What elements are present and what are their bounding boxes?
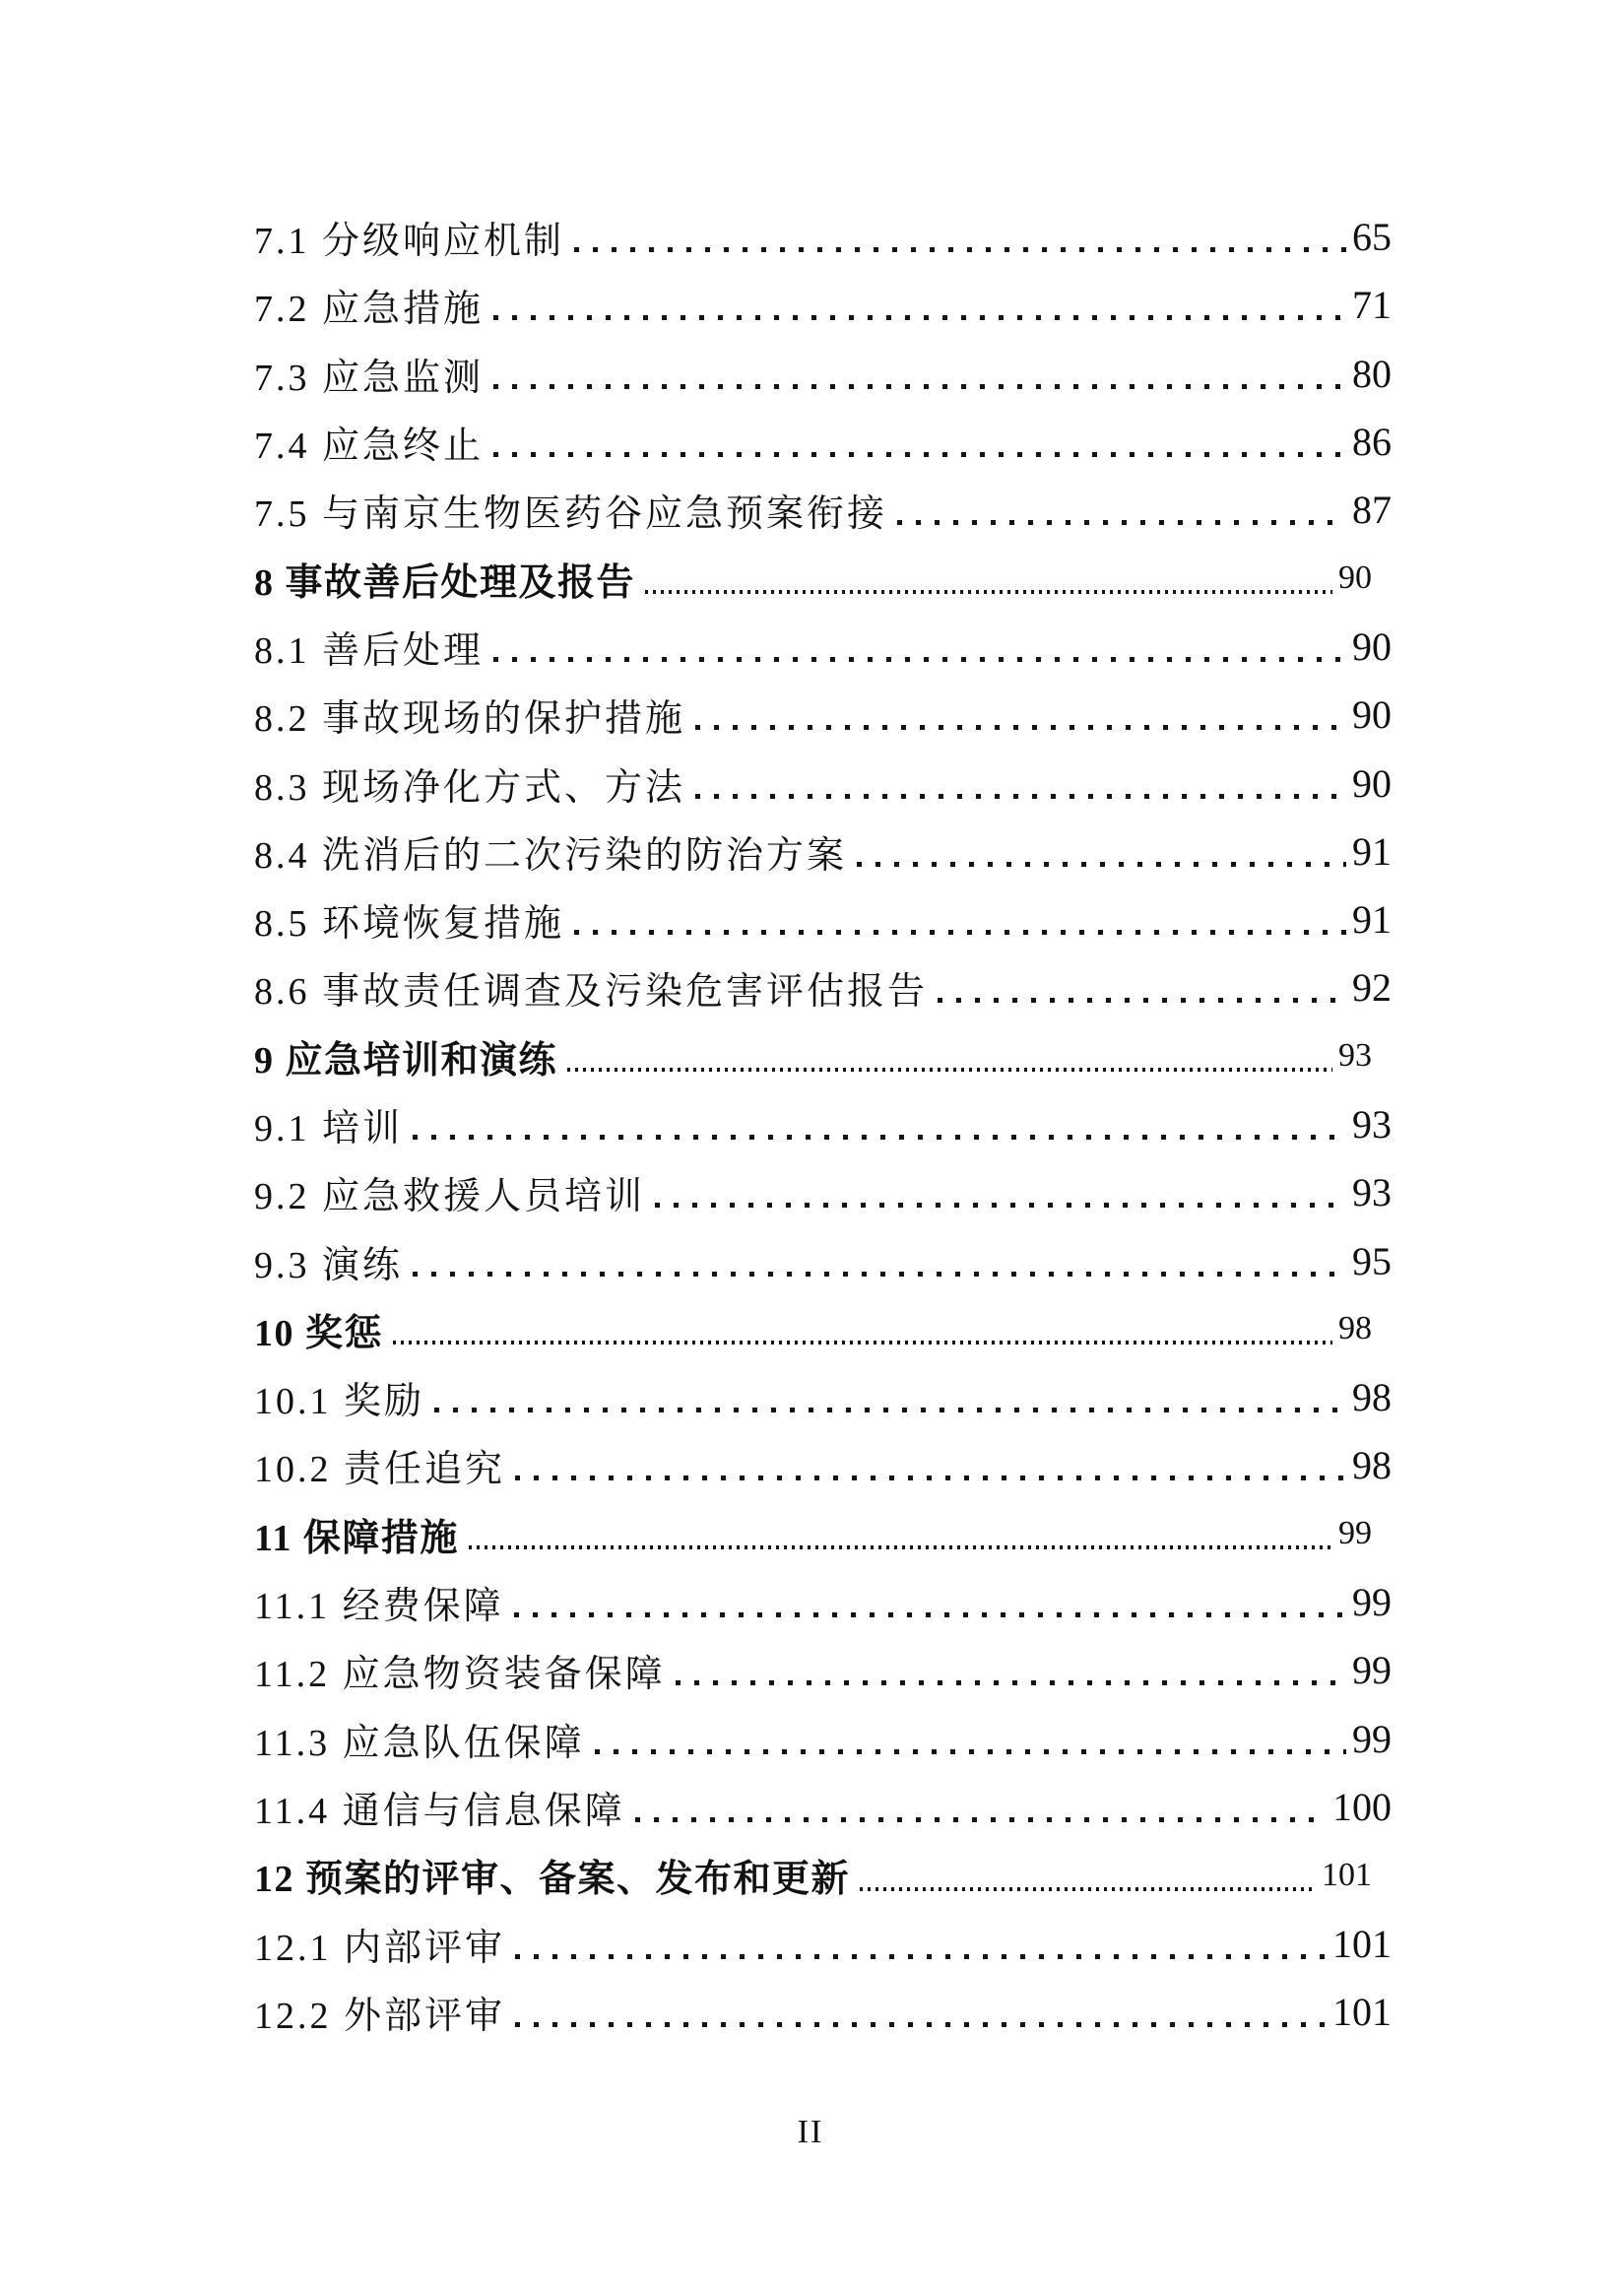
toc-entry-page-number: 90	[1352, 692, 1392, 738]
toc-entry	[254, 886, 1392, 953]
toc-entry-title: 9.2 应急救援人员培训	[254, 1176, 646, 1218]
toc-entry	[254, 271, 1392, 339]
toc-dot-leader	[493, 452, 1346, 457]
toc-entry	[254, 476, 1392, 544]
toc-dot-leader	[493, 315, 1346, 320]
toc-entry	[254, 1773, 1392, 1841]
toc-dot-leader	[413, 1272, 1346, 1277]
toc-entry-title: 9.1 培训	[254, 1108, 404, 1149]
toc-entry	[254, 1500, 1392, 1568]
toc-dot-leader	[645, 590, 1332, 594]
toc-entry-title: 11.1 经费保障	[254, 1586, 504, 1628]
toc-entry-page-number: 95	[1352, 1238, 1392, 1283]
toc-entry-page-number: 98	[1352, 1443, 1392, 1488]
toc-dot-leader	[515, 1954, 1327, 1959]
toc-entry-page-number: 90	[1338, 559, 1372, 597]
toc-entry-title: 12 预案的评审、备案、发布和更新	[254, 1859, 851, 1901]
toc-entry-page-number: 91	[1352, 897, 1392, 943]
toc-entry-page-number: 101	[1322, 1856, 1372, 1893]
toc-entry-title: 10.2 责任追究	[254, 1449, 506, 1491]
toc-entry-page-number: 91	[1352, 828, 1392, 874]
toc-dot-leader	[655, 1203, 1346, 1208]
toc-entry-page-number: 98	[1338, 1310, 1372, 1347]
toc-entry	[254, 818, 1392, 886]
toc-entry	[254, 1909, 1392, 1977]
toc-entry-title: 9 应急培训和演练	[254, 1039, 558, 1082]
toc-entry-title: 11.3 应急队伍保障	[254, 1722, 585, 1764]
toc-entry-title: 8.5 环境恢复措施	[254, 903, 565, 946]
toc-dot-leader	[469, 1545, 1332, 1549]
toc-entry-page-number: 90	[1352, 623, 1392, 669]
toc-entry-title: 8.3 现场净化方式、方法	[254, 766, 686, 809]
toc-dot-leader	[857, 862, 1346, 867]
toc-entry-title: 12.2 外部评审	[254, 1995, 506, 2037]
toc-dot-leader	[393, 1341, 1332, 1345]
toc-entry	[254, 408, 1392, 476]
toc-entry-page-number: 92	[1352, 965, 1392, 1011]
toc-entry-title: 8 事故善后处理及报告	[254, 561, 636, 604]
toc-entry	[254, 1431, 1392, 1499]
toc-entry-title: 8.1 善后处理	[254, 629, 485, 672]
toc-entry-title: 7.3 应急监测	[254, 357, 485, 399]
toc-dot-leader	[493, 384, 1346, 389]
toc-entry-page-number: 86	[1352, 420, 1392, 465]
toc-entry	[254, 1022, 1392, 1090]
toc-entry-page-number: 93	[1352, 1170, 1392, 1215]
toc-dot-leader	[413, 1135, 1346, 1140]
toc-entry	[254, 340, 1392, 408]
toc-entry-page-number: 101	[1332, 1921, 1392, 1966]
toc-entry-title: 11.2 应急物资装备保障	[254, 1654, 666, 1696]
toc-entry-page-number: 99	[1352, 1716, 1392, 1761]
toc-dot-leader	[574, 247, 1346, 252]
toc-entry	[254, 544, 1392, 612]
toc-entry	[254, 1090, 1392, 1158]
toc-entry-title: 8.6 事故责任调查及污染危害评估报告	[254, 971, 929, 1014]
toc-entry-page-number: 99	[1352, 1648, 1392, 1693]
toc-entry-page-number: 99	[1338, 1515, 1372, 1552]
toc-entry-title: 7.2 应急措施	[254, 289, 485, 331]
toc-dot-leader	[515, 2022, 1327, 2027]
toc-entry-title: 8.2 事故现场的保护措施	[254, 698, 686, 741]
toc-entry	[254, 613, 1392, 681]
toc-entry-page-number: 93	[1338, 1037, 1372, 1075]
toc-entry-page-number: 98	[1352, 1375, 1392, 1420]
toc-entry	[254, 1841, 1392, 1909]
toc-entry-title: 10.1 奖励	[254, 1381, 425, 1423]
toc-entry-page-number: 99	[1352, 1580, 1392, 1625]
toc-list	[254, 203, 1392, 2046]
toc-entry-page-number: 93	[1352, 1102, 1392, 1147]
toc-entry-page-number: 71	[1352, 283, 1392, 328]
toc-dot-leader	[860, 1887, 1316, 1891]
toc-entry-title: 9.3 演练	[254, 1244, 404, 1286]
toc-entry	[254, 749, 1392, 817]
toc-entry	[254, 1978, 1392, 2046]
toc-dot-leader	[595, 1749, 1346, 1754]
toc-dot-leader	[938, 998, 1346, 1003]
toc-entry-page-number: 100	[1332, 1784, 1392, 1829]
page-number-footer: II	[797, 2114, 824, 2150]
toc-dot-leader	[897, 520, 1346, 525]
toc-entry-page-number: 80	[1352, 351, 1392, 396]
toc-entry-title: 11.4 通信与信息保障	[254, 1790, 625, 1832]
toc-entry	[254, 1363, 1392, 1431]
toc-entry-title: 8.4 洗消后的二次污染的防治方案	[254, 834, 848, 877]
toc-entry	[254, 1705, 1392, 1773]
toc-dot-leader	[695, 794, 1346, 799]
toc-dot-leader	[434, 1408, 1346, 1412]
toc-entry-page-number: 65	[1352, 215, 1392, 260]
toc-entry-title: 7.1 分级响应机制	[254, 221, 565, 263]
toc-entry	[254, 203, 1392, 271]
toc-entry-title: 7.4 应急终止	[254, 426, 485, 468]
toc-entry	[254, 681, 1392, 749]
toc-entry-title: 10 奖惩	[254, 1312, 384, 1354]
toc-entry-page-number: 87	[1352, 488, 1392, 533]
toc-entry-page-number: 90	[1352, 760, 1392, 806]
toc-entry	[254, 953, 1392, 1021]
toc-entry	[254, 1295, 1392, 1363]
toc-entry-title: 12.1 内部评审	[254, 1927, 506, 1969]
toc-entry-title: 7.5 与南京生物医药谷应急预案衔接	[254, 493, 888, 536]
toc-dot-leader	[514, 1612, 1346, 1617]
toc-dot-leader	[635, 1817, 1327, 1822]
toc-dot-leader	[515, 1476, 1346, 1480]
toc-dot-leader	[574, 930, 1346, 935]
toc-dot-leader	[695, 725, 1346, 730]
toc-entry-title: 11 保障措施	[254, 1517, 459, 1559]
toc-dot-leader	[493, 657, 1346, 662]
toc-entry	[254, 1158, 1392, 1226]
toc-entry	[254, 1636, 1392, 1704]
toc-entry	[254, 1226, 1392, 1294]
toc-dot-leader	[676, 1680, 1346, 1685]
toc-dot-leader	[567, 1068, 1332, 1072]
toc-entry	[254, 1568, 1392, 1636]
toc-entry-page-number: 101	[1332, 1989, 1392, 2034]
